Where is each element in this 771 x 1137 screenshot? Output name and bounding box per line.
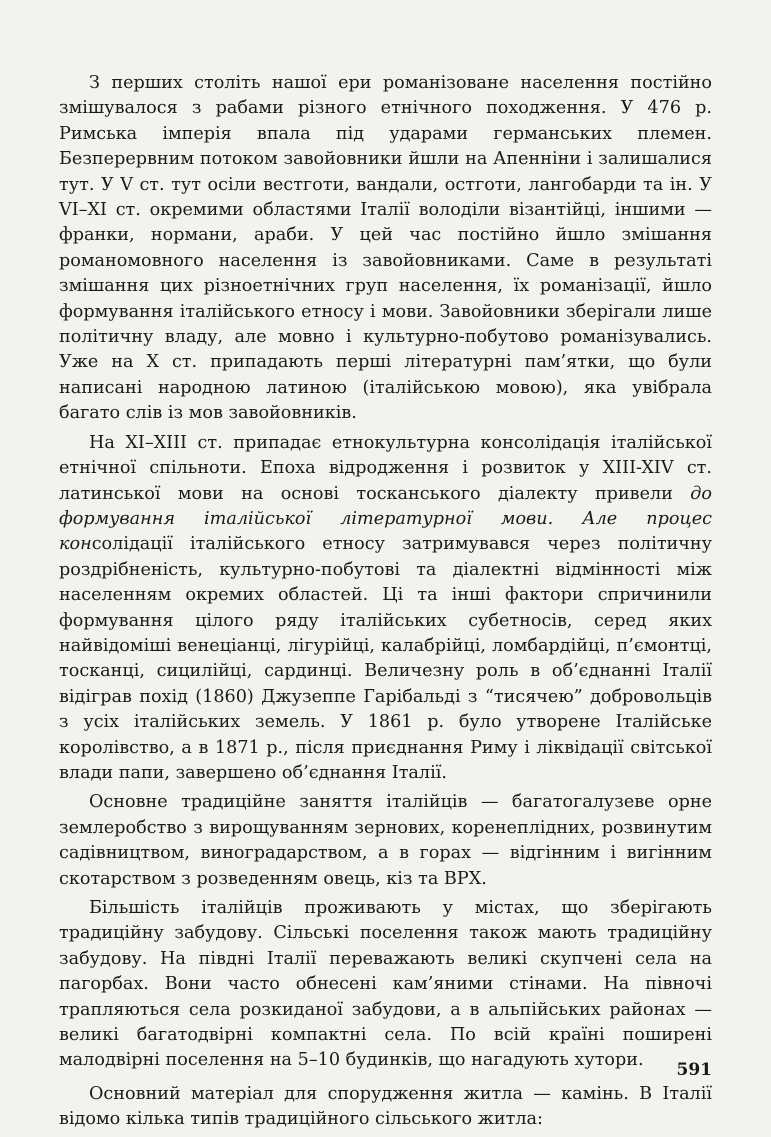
paragraph-text: Більшість італійців проживають у містах, що зберігають традиційну забудову. Сільські поселення також мають традиційну забудову. На півдні Італії переважають великі скупчені села на пагорбах. Вони часто обнесені кам’яними стінами. На півночі трапляються села розкиданої забудови, а в альпійських районах — великі багатодвірні компактні села. По всій країні поширені малодвірні поселення на 5–10 будинків, що нагадують хутори. xyxy=(59,898,712,1071)
paragraph-settlements xyxy=(59,896,712,1074)
paragraph-romanization xyxy=(59,71,712,427)
paragraph-consolidation xyxy=(59,431,712,787)
paragraph-housing xyxy=(59,1082,712,1133)
paragraph-text: Основне традиційне заняття італійців — багатогалузеве орне землеробство з вирощуванням зернових, коренеплідних, розвинутим садівництвом, виноградарством, а в горах — відгінним і вигінним скотарством з розведенням овець, кіз та ВРХ. xyxy=(59,792,712,889)
body-text xyxy=(59,71,712,1137)
paragraph-text: солідації італійського етносу затримувався через політичну роздрібненість, культурно-побутові та діалектні відмінності між населенням окремих областей. Ці та інші фактори спричинили формування цілого ряду італійських субетносів, серед яких найвідоміші венеціанці, лігурійці, калабрійці, ломбардійці, п’ємонтці, тосканці, сицилійці, сардинці. Величезну роль в об’єднанні Італії відіграв похід (1860) Джузеппе Гарібальді з “тисячею” добровольців з усіх італійських земель. У 1861 р. було утворене Італійське королівство, а в 1871 р., після приєднання Риму і ліквідації світської влади папи, завершено об’єднання Італії. xyxy=(59,534,712,783)
paragraph-text: На XI–XIII ст. припадає етнокультурна консолідація італійської етнічної спільноти. Епоха відродження і розвиток у XIII-XIV ст. латинської мови на основі тосканського діалекту привели xyxy=(59,432,712,504)
page-number: 591 xyxy=(676,1060,712,1080)
paragraph-text: Основний матеріал для спорудження житла — камінь. В Італії відомо кілька типів традиційного сільського житла: xyxy=(59,1083,712,1130)
paragraph-italic-text: до формування італійської літературної мови. Але процес кон xyxy=(59,483,712,555)
paragraph-agriculture xyxy=(59,790,712,892)
paragraph-text: З перших століть нашої ери романізоване населення постійно змішувалося з рабами різного етнічного походження. У 476 р. Римська імперія впала під ударами германських племен. Безперервним потоком завойовники йшли на Апенніни і залишалися тут. У V ст. тут осіли вестготи, вандали, остготи, лангобарди та ін. У VI–XI ст. окремими областями Італії володіли візантійці, іншими — франки, нормани, араби. У цей час постійно йшло змішання романомовного населення із завойовниками. Саме в результаті змішання цих різноетнічних груп населення, їх романізації, йшло формування італійського етносу і мови. Завойовники зберігали лише політичну владу, але мовно і культурно-побутово романізувались. Уже на X ст. припадають перші літературні пам’ятки, що були написані народною латиною (італійською мовою), яка увібрала багато слів із мов завойовників. xyxy=(59,73,712,424)
